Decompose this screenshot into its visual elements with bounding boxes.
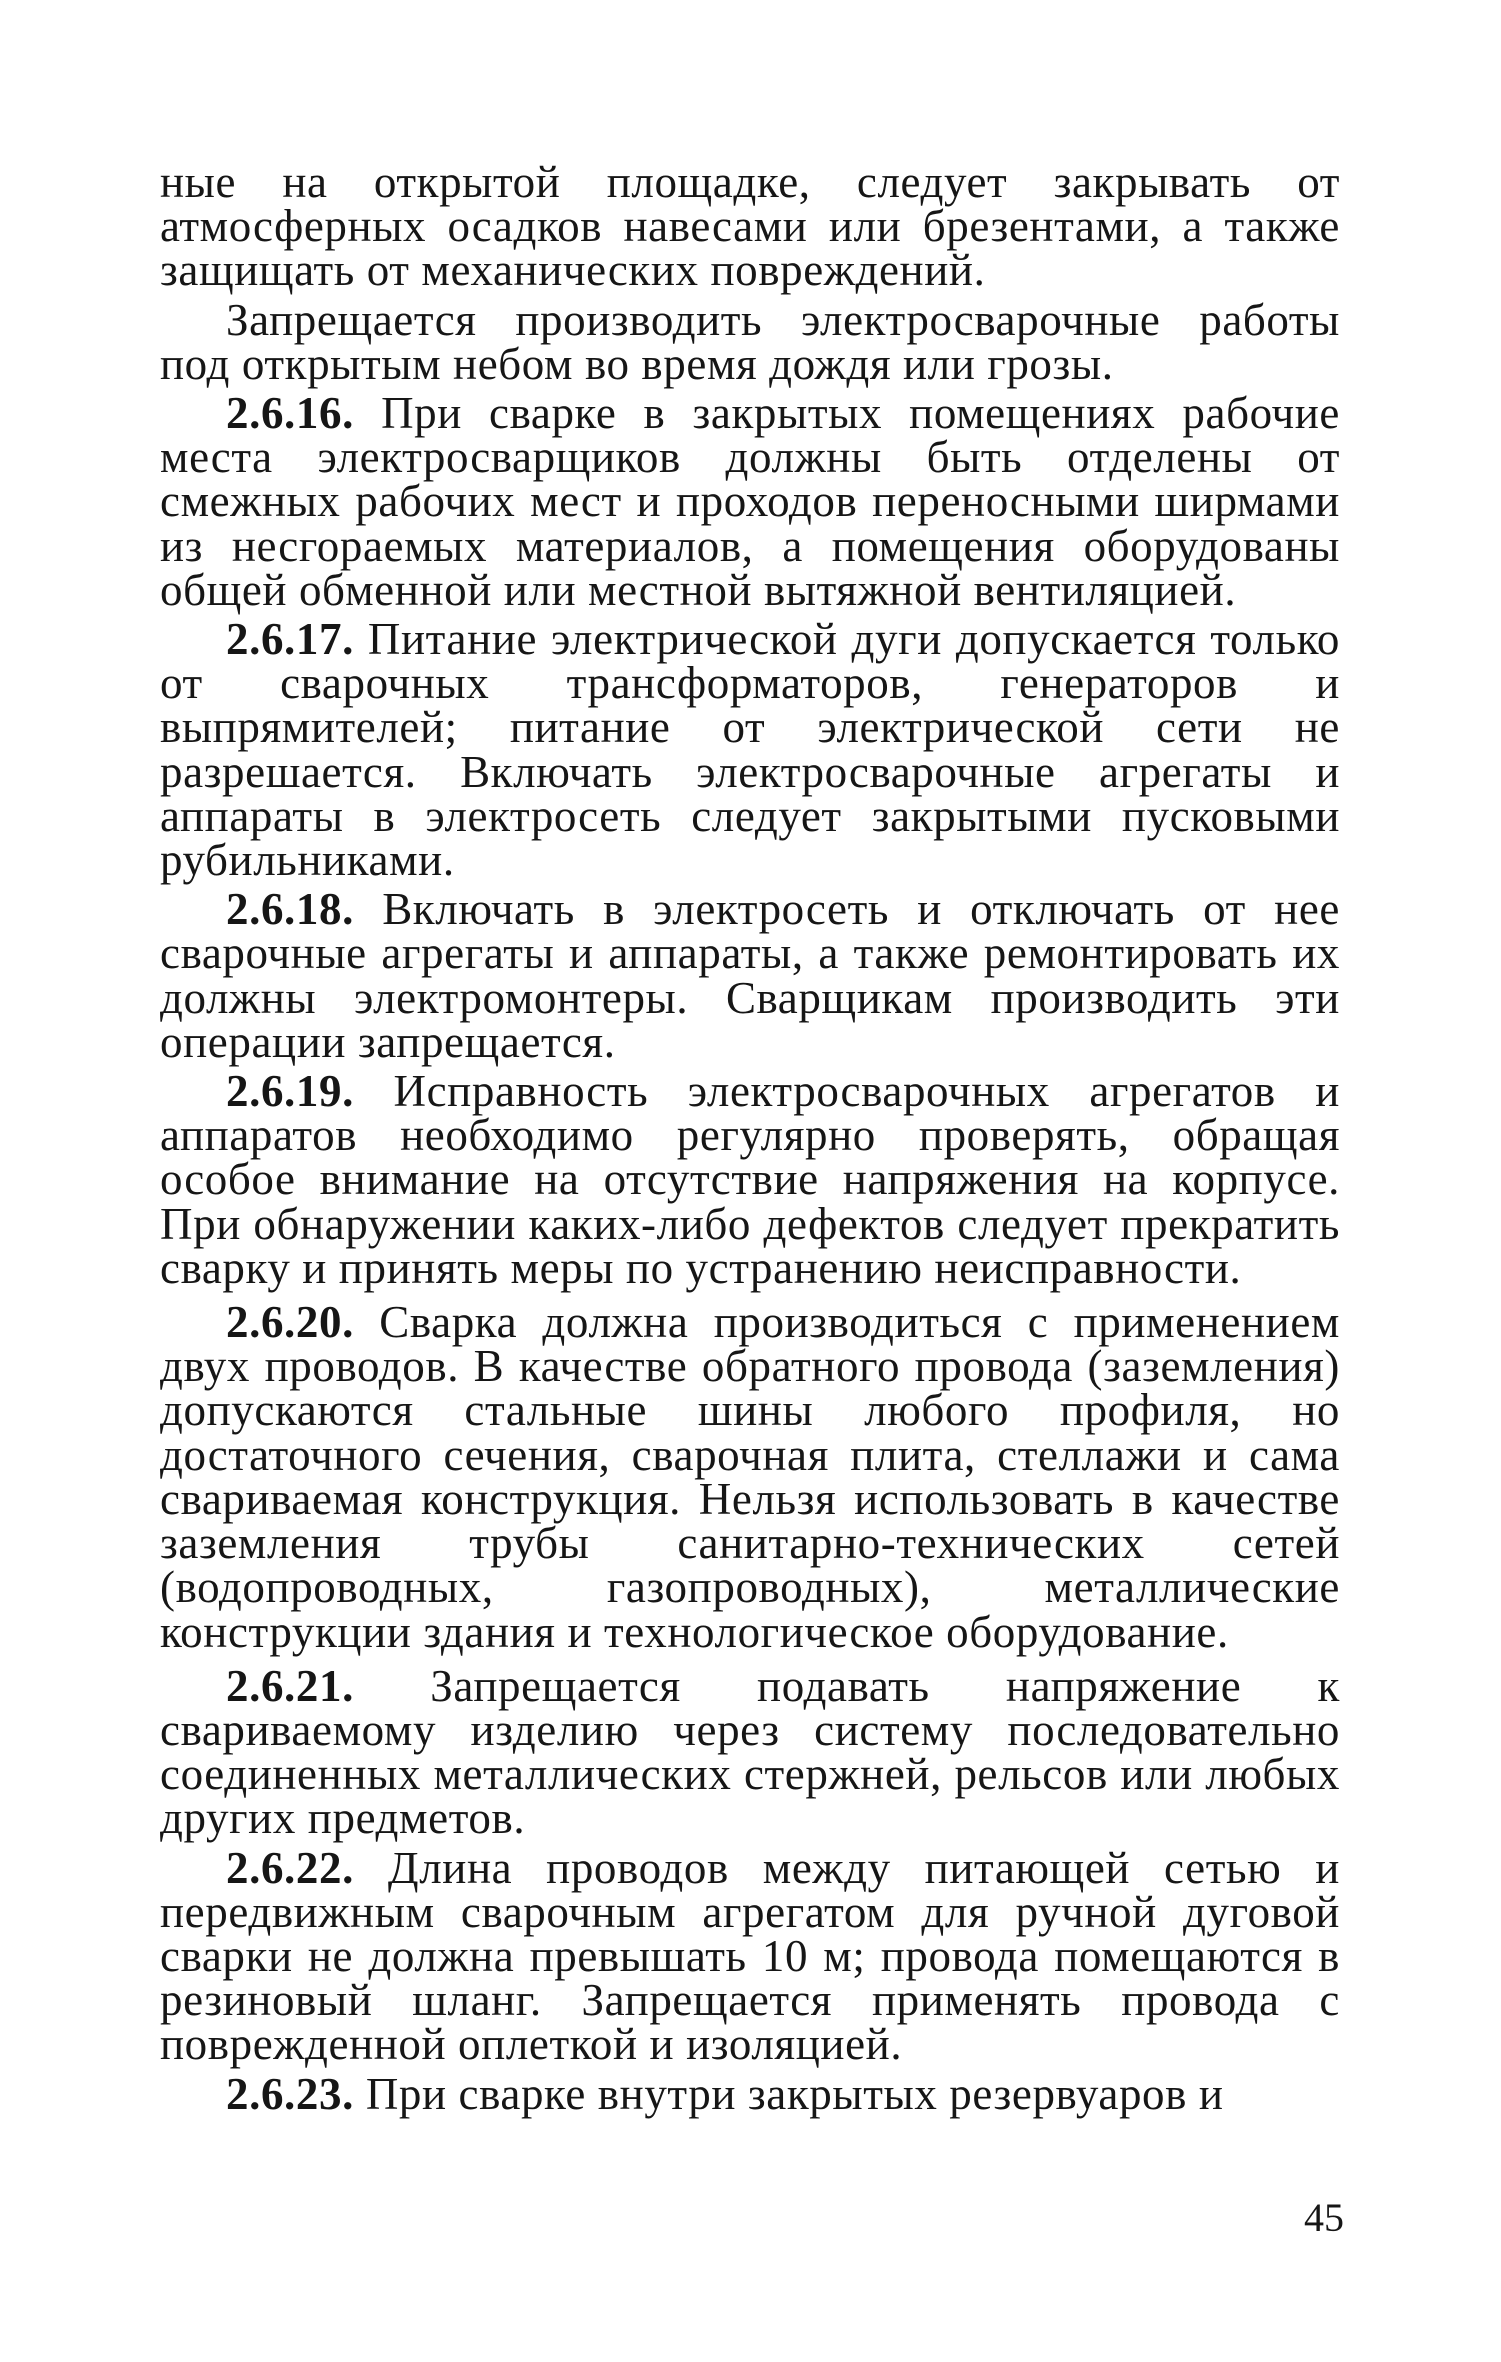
paragraph-continuation bbox=[160, 157, 1340, 296]
clause-2-6-19 bbox=[160, 1066, 1340, 1293]
clause-text: Включать в электросеть и отключать от нее сварочные агрегаты и аппараты, а также ремонтировать их должны электромонтеры. Сварщикам производить эти операции запрещается. bbox=[160, 884, 1340, 1067]
clause-number: 2.6.18. bbox=[226, 884, 354, 935]
clause-text: Исправность электросварочных агрегатов и аппаратов необходимо регулярно проверять, обращая особое внимание на отсутствие напряжения на корпусе. При обнаружении каких-либо дефектов следует прекратить сварку и принять меры по устранению неисправности. bbox=[160, 1066, 1340, 1293]
clause-number: 2.6.20. bbox=[226, 1297, 354, 1348]
clause-2-6-17 bbox=[160, 614, 1340, 886]
clause-text: Питание электрической дуги допускается только от сварочных трансформаторов, генераторов и выпрямителей; питание от электрической сети не разрешается. Включать электросварочные агрегаты и аппараты в электросеть следует закрытыми пусковыми рубильниками. bbox=[160, 614, 1340, 886]
clause-2-6-18 bbox=[160, 884, 1340, 1067]
clause-2-6-20 bbox=[160, 1297, 1340, 1657]
clause-2-6-22 bbox=[160, 1842, 1340, 2070]
clause-text: Сварка должна производиться с применением двух проводов. В качестве обратного провода (заземления) допускаются стальные шины любого профиля, но достаточного сечения, сварочная плита, стеллажи и сама свариваемая конструкция. Нельзя использовать в качестве заземления трубы санитарно-технических сетей (водопроводных, газопроводных), металлические конструкции здания и технологическое оборудование. bbox=[160, 1297, 1340, 1657]
clause-2-6-16 bbox=[160, 388, 1340, 615]
clause-number: 2.6.21. bbox=[226, 1660, 354, 1711]
clause-text: При сварке в закрытых помещениях рабочие места электросварщиков должны быть отделены от смежных рабочих мест и проходов переносными ширмами из несгораемых материалов, а помещения оборудованы общей обменной или местной вытяжной вентиляцией. bbox=[160, 388, 1340, 615]
clause-number: 2.6.16. bbox=[226, 388, 354, 439]
clause-text: Запрещается подавать напряжение к свариваемому изделию через систему последовательно соединенных металлических стержней, рельсов или любых других предметов. bbox=[160, 1660, 1340, 1844]
document-page bbox=[160, 157, 1340, 2119]
clause-2-6-21 bbox=[160, 1660, 1340, 1844]
clause-text: Длина проводов между питающей сетью и передвижным сварочным агрегатом для ручной дуговой сварки не должна превышать 10 м; провода помещаются в резиновый шланг. Запрещается применять провода с поврежденной оплеткой и изоляцией. bbox=[160, 1842, 1340, 2070]
paragraph-prohibition bbox=[160, 294, 1340, 389]
clause-2-6-23 bbox=[160, 2068, 1340, 2119]
clause-number: 2.6.23. bbox=[226, 2068, 354, 2119]
page-number: 45 bbox=[1304, 2195, 1344, 2240]
clause-text: При сварке внутри закрытых резервуаров и bbox=[365, 2068, 1224, 2119]
clause-number: 2.6.17. bbox=[226, 614, 354, 665]
paragraph-text: Запрещается производить электросварочные работы под открытым небом во время дождя или грозы. bbox=[160, 294, 1340, 389]
paragraph-text: ные на открытой площадке, следует закрывать от атмосферных осадков навесами или брезентами, а также защищать от механических повреждений. bbox=[160, 157, 1340, 296]
clause-number: 2.6.19. bbox=[226, 1066, 354, 1117]
clause-number: 2.6.22. bbox=[226, 1842, 354, 1893]
